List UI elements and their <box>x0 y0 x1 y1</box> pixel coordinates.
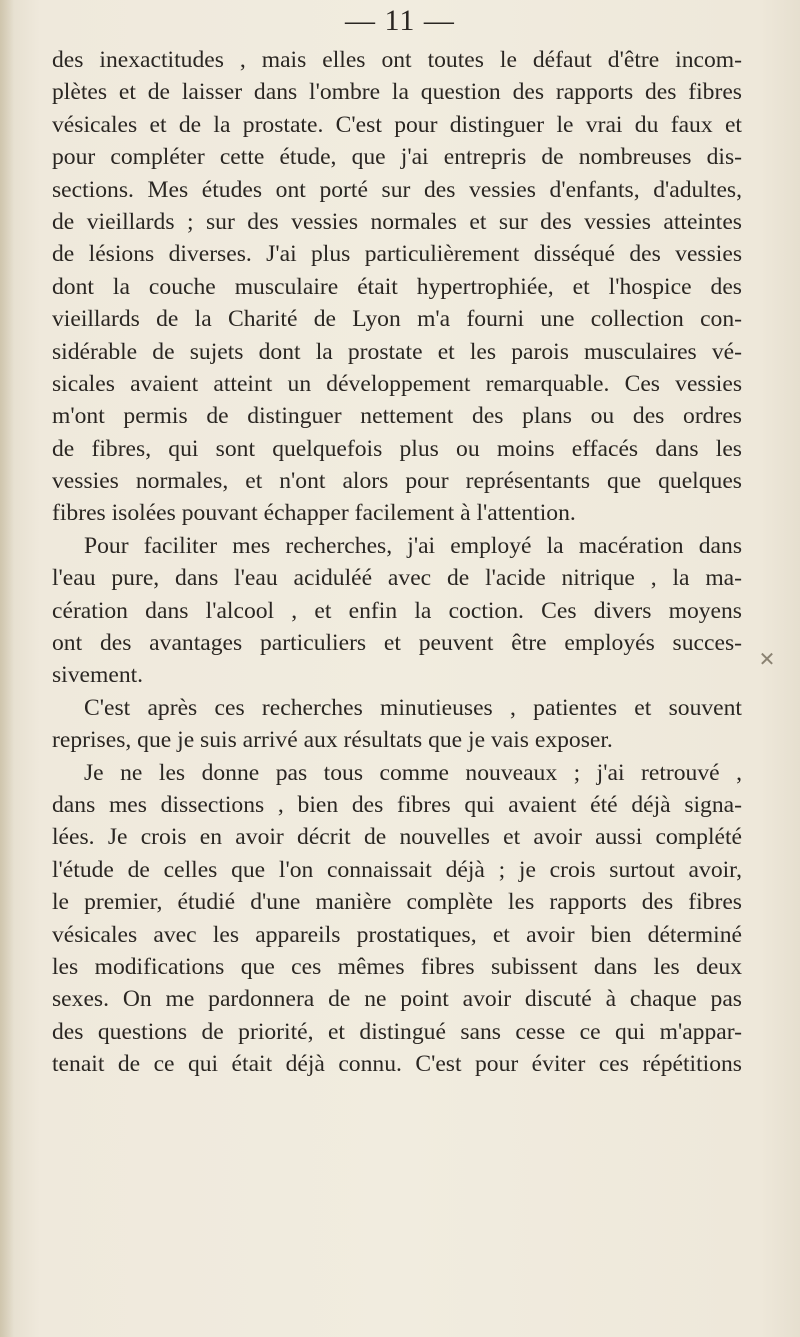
text-line: sicales avaient atteint un développement remarquable. Ces vessies <box>52 370 742 397</box>
text-line: ont des avantages particuliers et peuvent être employés succes- <box>52 630 742 657</box>
text-line: fibres isolées pouvant échapper facilement à l'attention. <box>52 500 576 527</box>
text-line: sexes. On me pardonnera de ne point avoir discuté à chaque pas <box>52 986 742 1013</box>
text-line: sections. Mes études ont porté sur des vessies d'enfants, d'adultes, <box>52 176 742 203</box>
text-line: cération dans l'alcool , et enfin la coction. Ces divers moyens <box>52 597 742 624</box>
text-line: Pour faciliter mes recherches, j'ai employé la macération dans <box>84 532 742 559</box>
text-line: dans mes dissections , bien des fibres qui avaient été déjà signa- <box>52 791 742 818</box>
text-line: l'eau pure, dans l'eau aciduléé avec de l'acide nitrique , la ma- <box>52 565 742 592</box>
text-line: m'ont permis de distinguer nettement des plans ou des ordres <box>52 403 742 430</box>
page-number: — 11 — <box>345 4 455 37</box>
margin-mark-icon: ✕ <box>758 647 776 671</box>
text-line: de vieillards ; sur des vessies normales et sur des vessies atteintes <box>52 208 742 235</box>
text-line: le premier, étudié d'une manière complète les rapports des fibres <box>52 889 742 916</box>
text-line: sidérable de sujets dont la prostate et les parois musculaires vé- <box>52 338 742 365</box>
text-line: l'étude de celles que l'on connaissait déjà ; je crois surtout avoir, <box>52 856 742 883</box>
text-line: lées. Je crois en avoir décrit de nouvelles et avoir aussi complété <box>52 824 742 851</box>
text-line: reprises, que je suis arrivé aux résultats que je vais exposer. <box>52 727 613 754</box>
text-line: Je ne les donne pas tous comme nouveaux ; j'ai retrouvé , <box>84 759 742 786</box>
text-line: des inexactitudes , mais elles ont toutes le défaut d'être incom- <box>52 47 742 73</box>
text-line: vésicales avec les appareils prostatiques, et avoir bien déterminé <box>52 921 742 948</box>
text-line: tenait de ce qui était déjà connu. C'est pour éviter ces répétitions <box>52 1051 742 1078</box>
text-line: les modifications que ces mêmes fibres subissent dans les deux <box>52 953 742 980</box>
body-text <box>52 44 742 1081</box>
spine-shadow <box>0 0 14 1337</box>
text-line: pour compléter cette étude, que j'ai entrepris de nombreuses dis- <box>52 144 742 171</box>
text-line: des questions de priorité, et distingué sans cesse ce qui m'appar- <box>52 1018 742 1045</box>
text-line: sivement. <box>52 662 144 689</box>
text-line: plètes et de laisser dans l'ombre la question des rapports des fibres <box>52 79 742 106</box>
text-line: vésicales et de la prostate. C'est pour distinguer le vrai du faux et <box>52 111 742 138</box>
text-line: vessies normales, et n'ont alors pour représentants que quelques <box>52 468 742 495</box>
text-line: de fibres, qui sont quelquefois plus ou moins effacés dans les <box>52 435 742 462</box>
text-line: de lésions diverses. J'ai plus particulièrement disséqué des vessies <box>52 241 742 268</box>
text-line: dont la couche musculaire était hypertrophiée, et l'hospice des <box>52 273 742 300</box>
text-line: C'est après ces recherches minutieuses , patientes et souvent <box>84 694 742 721</box>
text-line: vieillards de la Charité de Lyon m'a fourni une collection con- <box>52 306 742 333</box>
